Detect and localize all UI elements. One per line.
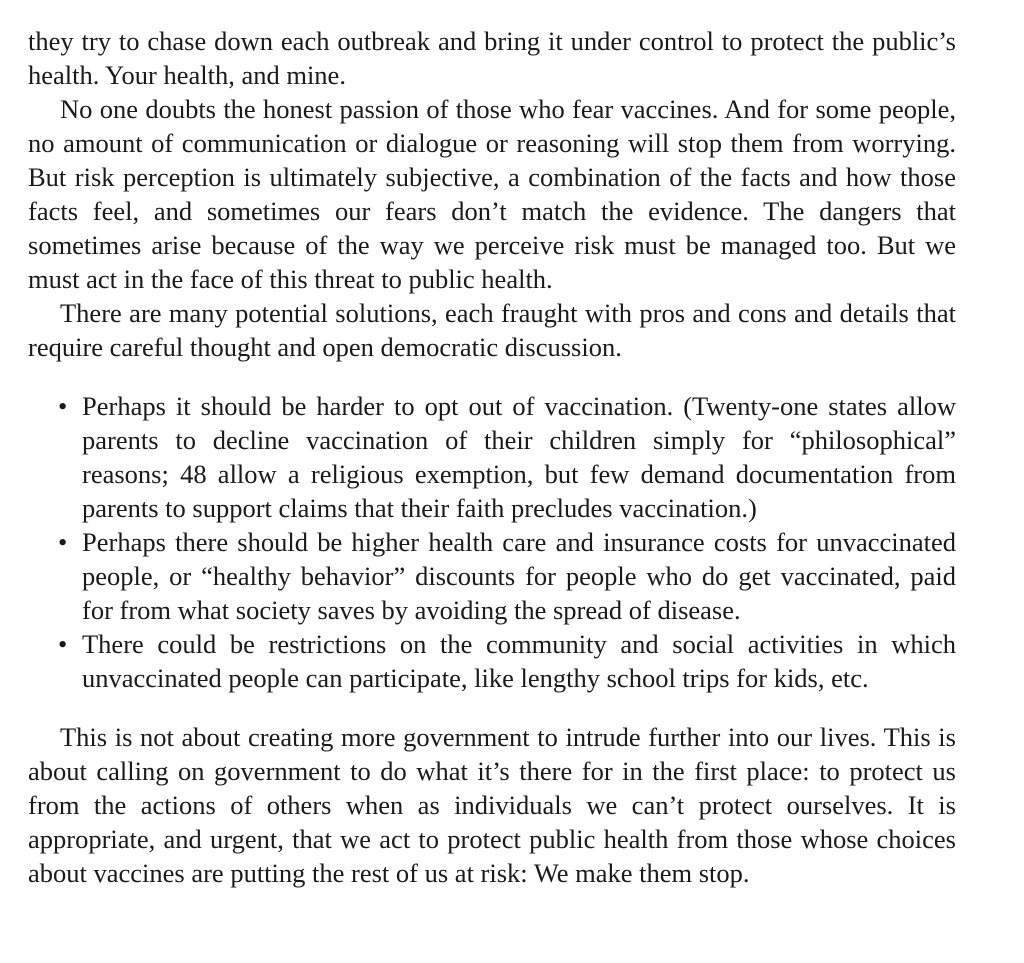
list-item [58,389,956,525]
paragraph-solutions-intro: There are many potential solutions, each fraught with pros and cons and details that require careful thought and open democratic discussion. [28,298,956,362]
bullet-marker: • [58,391,68,421]
bullet-text: Perhaps it should be harder to opt out of vaccination. (Twenty-one states allow parents to decline vaccination of their children simply for “philosophical” reasons; 48 allow a religious exemption, but few demand documentation from parents to support claims that their faith precludes vaccination.) [82,391,956,523]
bullet-marker: • [58,527,68,557]
list-item [58,525,956,627]
list-item [58,627,956,695]
bullet-marker: • [58,629,68,659]
document-page [28,24,956,890]
bullet-text: There could be restrictions on the community and social activities in which unvaccinated people can participate, like lengthy school trips for kids, etc. [82,629,956,693]
solutions-bullet-list [28,389,956,695]
bullet-text: Perhaps there should be higher health care and insurance costs for unvaccinated people, or “healthy behavior” discounts for people who do get vaccinated, paid for from what society saves by avoiding the spread of disease. [82,527,956,625]
paragraph-continuation: they try to chase down each outbreak and bring it under control to protect the public’s health. Your health, and mine. [28,26,956,90]
paragraph-conclusion: This is not about creating more government to intrude further into our lives. This is about calling on government to do what it’s there for in the first place: to protect us from the actions of others when as individuals we can’t protect ourselves. It is appropriate, and urgent, that we act to protect public health from those whose choices about vaccines are putting the rest of us at risk: We make them stop. [28,722,956,888]
paragraph-risk-perception: No one doubts the honest passion of those who fear vaccines. And for some people, no amount of communication or dialogue or reasoning will stop them from worrying. But risk perception is ultimately subjective, a combination of the facts and how those facts feel, and sometimes our fears don’t match the evidence. The dangers that sometimes arise because of the way we perceive risk must be managed too. But we must act in the face of this threat to public health. [28,94,956,294]
